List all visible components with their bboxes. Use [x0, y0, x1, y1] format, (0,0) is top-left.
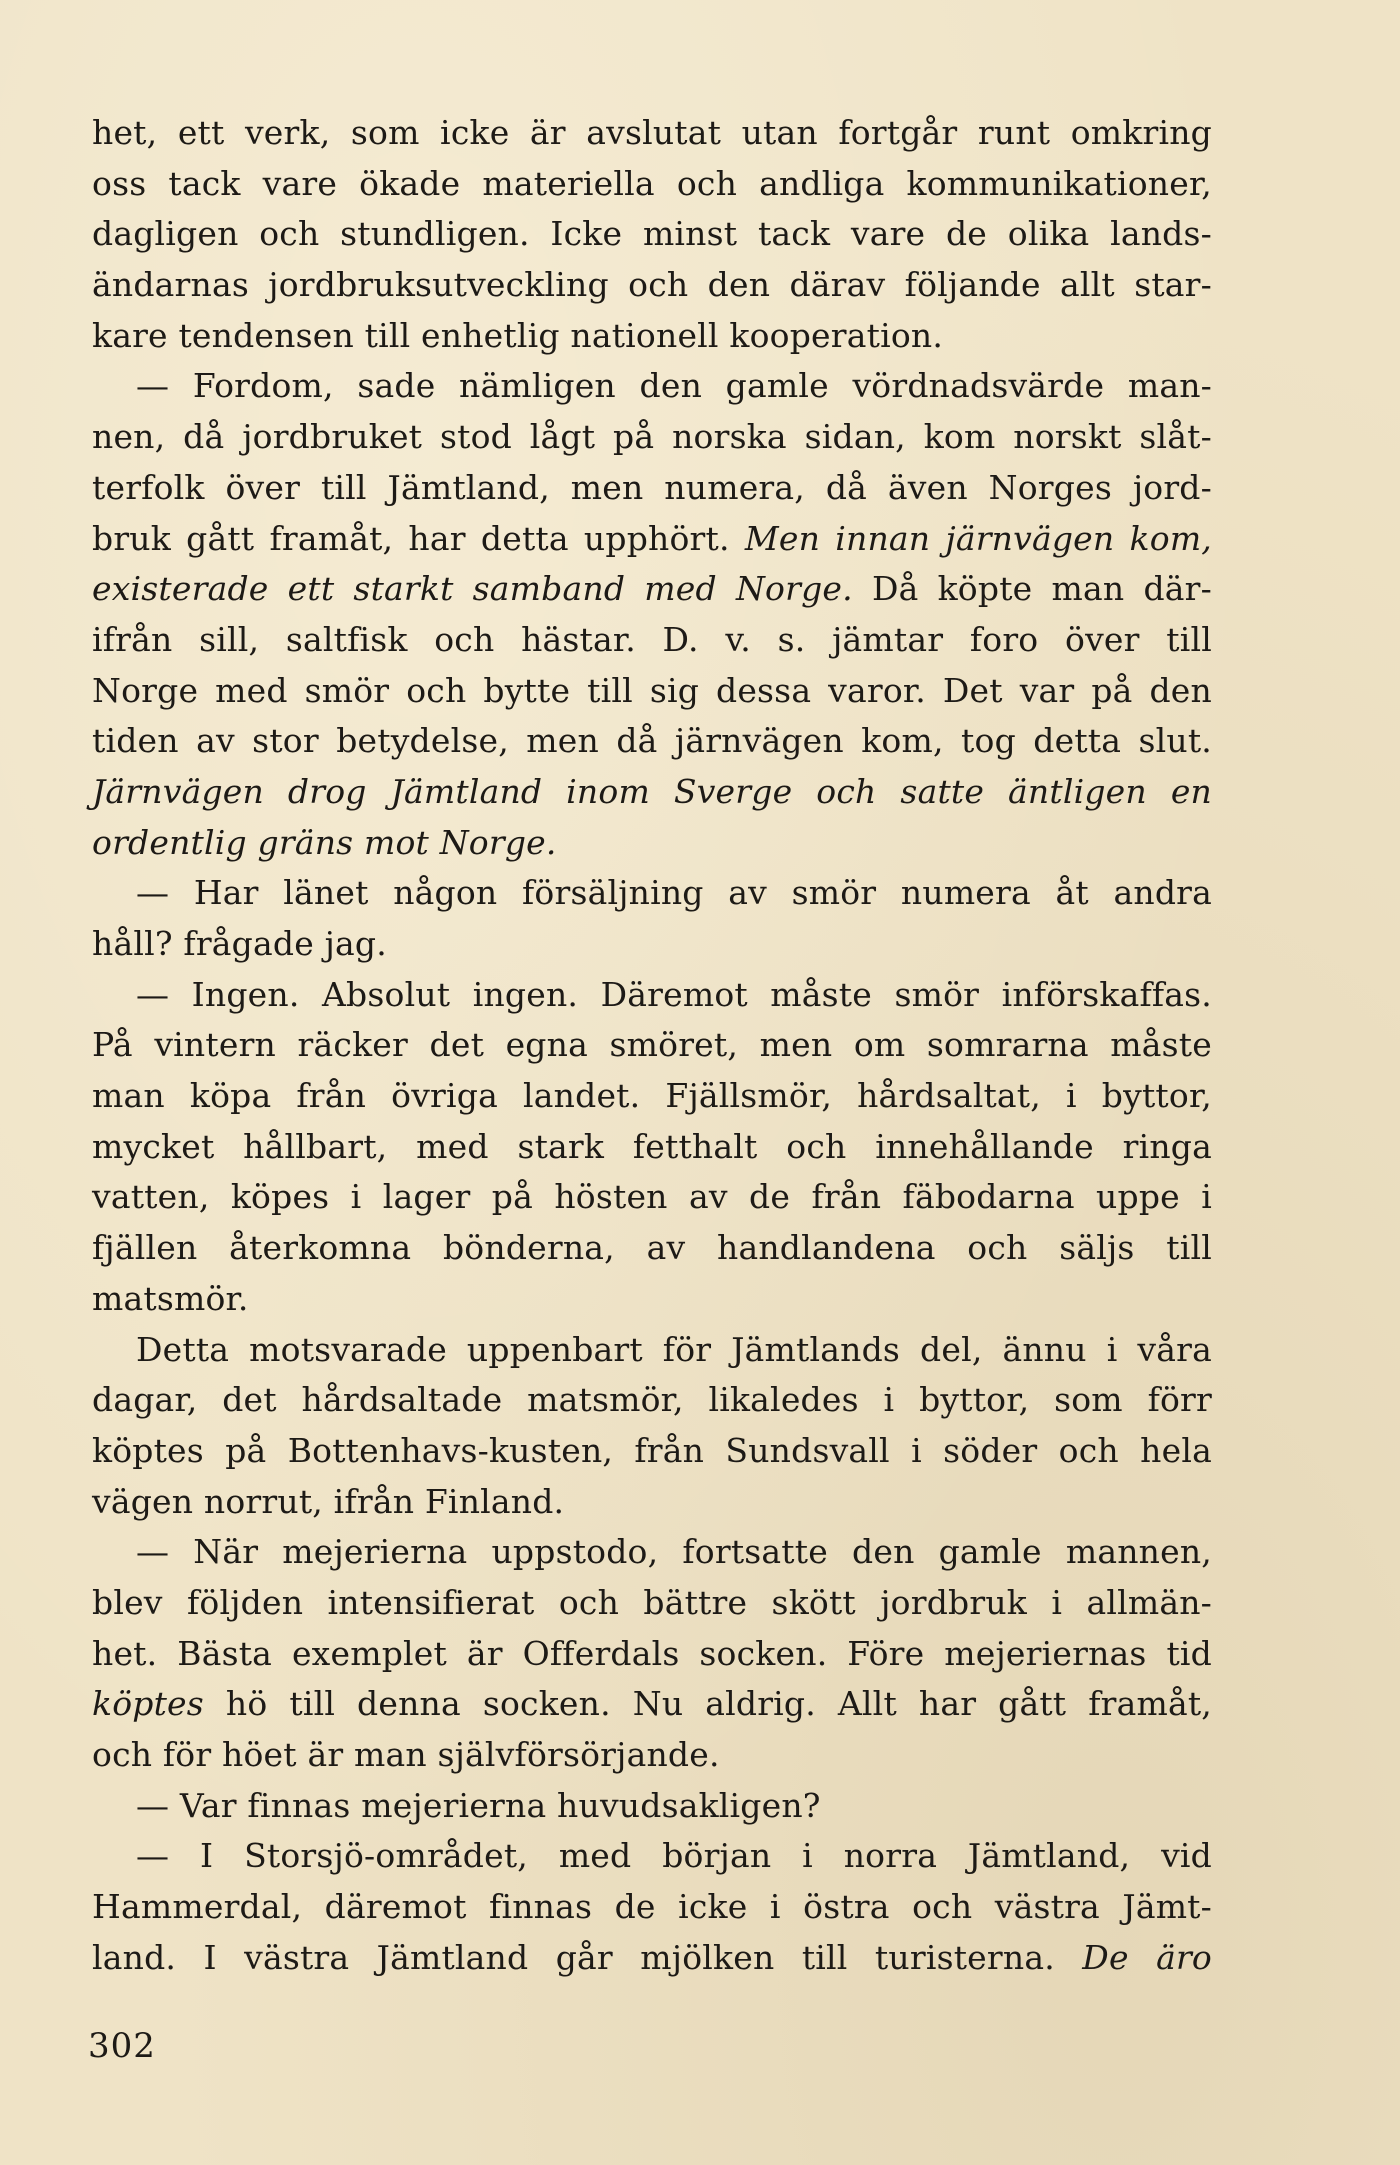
- text-line: — I Storsjö-området, med början i norra Jämtland, vid: [136, 1836, 1212, 1876]
- text-line: ordentlig gräns mot Norge.: [92, 822, 557, 862]
- text-line: Norge med smör och bytte till sig dessa varor. Det var på den: [92, 670, 1212, 710]
- text-line: ändarnas jordbruksutveckling och den därav följande allt star-: [92, 265, 1212, 305]
- italic-text: köptes: [92, 1684, 204, 1724]
- text-line: matsmör.: [92, 1278, 249, 1318]
- italic-text: Men innan järnvägen kom,: [744, 518, 1212, 558]
- text-line: blev följden intensifierat och bättre skött jordbruk i allmän-: [92, 1582, 1212, 1622]
- text-line: — Ingen. Absolut ingen. Däremot måste smör införskaffas.: [136, 974, 1212, 1014]
- italic-text: existerade ett starkt samband med Norge.: [92, 569, 853, 609]
- text-line: mycket hållbart, med stark fetthalt och innehållande ringa: [92, 1126, 1212, 1166]
- text-line: ifrån sill, saltfisk och hästar. D. v. s. jämtar foro över till: [92, 619, 1212, 659]
- text-line: vägen norrut, ifrån Finland.: [92, 1481, 565, 1521]
- text-line: vatten, köpes i lager på hösten av de från fäbodarna uppe i: [92, 1177, 1212, 1217]
- text-line: dagar, det hårdsaltade matsmör, likaledes i byttor, som förr: [92, 1380, 1212, 1420]
- text-line: På vintern räcker det egna smöret, men om somrarna måste: [92, 1025, 1212, 1065]
- text-line: — Har länet någon försäljning av smör numera åt andra: [136, 873, 1212, 913]
- text-line: [92, 514, 1212, 565]
- text-line: nen, då jordbruket stod lågt på norska sidan, kom norskt slåt-: [92, 417, 1212, 457]
- text-line: dagligen och stundligen. Icke minst tack vare de olika lands-: [92, 214, 1212, 254]
- text-line: håll? frågade jag.: [92, 924, 387, 963]
- text-segment: Då köpte man där-: [852, 569, 1212, 609]
- text-line: tiden av stor betydelse, men då järnvägen kom, tog detta slut.: [92, 721, 1212, 761]
- text-segment: bruk gått framåt, har detta upphört.: [92, 518, 745, 558]
- text-line: [92, 564, 1212, 615]
- text-line: Järnvägen drog Jämtland inom Sverge och satte äntligen en: [92, 771, 1212, 811]
- text-segment: land. I västra Jämtland går mjölken till turisterna.: [92, 1937, 1083, 1977]
- italic-text: De äro: [1082, 1937, 1212, 1977]
- text-line: fjällen återkomna bönderna, av handlandena och säljs till: [92, 1228, 1212, 1268]
- text-line: — Fordom, sade nämligen den gamle vördnadsvärde man-: [136, 366, 1212, 406]
- page-number: 302: [88, 2026, 156, 2066]
- text-line: [92, 1679, 1212, 1730]
- text-line: kare tendensen till enhetlig nationell kooperation.: [92, 315, 944, 355]
- text-line: Hammerdal, däremot finnas de icke i östra och västra Jämt-: [92, 1887, 1212, 1927]
- text-line: — När mejerierna uppstodo, fortsatte den gamle mannen,: [136, 1532, 1212, 1572]
- text-line: köptes på Bottenhavs-kusten, från Sundsvall i söder och hela: [92, 1430, 1212, 1470]
- text-line: man köpa från övriga landet. Fjällsmör, hårdsaltat, i byttor,: [92, 1076, 1212, 1116]
- text-line: Detta motsvarade uppenbart för Jämtlands del, ännu i våra: [136, 1329, 1212, 1369]
- text-line: [92, 1933, 1212, 1984]
- text-line: — Var finnas mejerierna huvudsakligen?: [136, 1785, 821, 1825]
- text-segment: hö till denna socken. Nu aldrig. Allt har gått framåt,: [203, 1684, 1212, 1724]
- text-line: terfolk över till Jämtland, men numera, då även Norges jord-: [92, 467, 1212, 507]
- text-line: het, ett verk, som icke är avslutat utan fortgår runt omkring: [92, 113, 1212, 152]
- text-line: och för höet är man självförsörjande.: [92, 1735, 720, 1774]
- page-body: [92, 108, 1212, 1983]
- text-line: oss tack vare ökade materiella och andliga kommunikationer,: [92, 163, 1212, 203]
- text-line: het. Bästa exemplet är Offerdals socken. Före mejeriernas tid: [92, 1633, 1212, 1673]
